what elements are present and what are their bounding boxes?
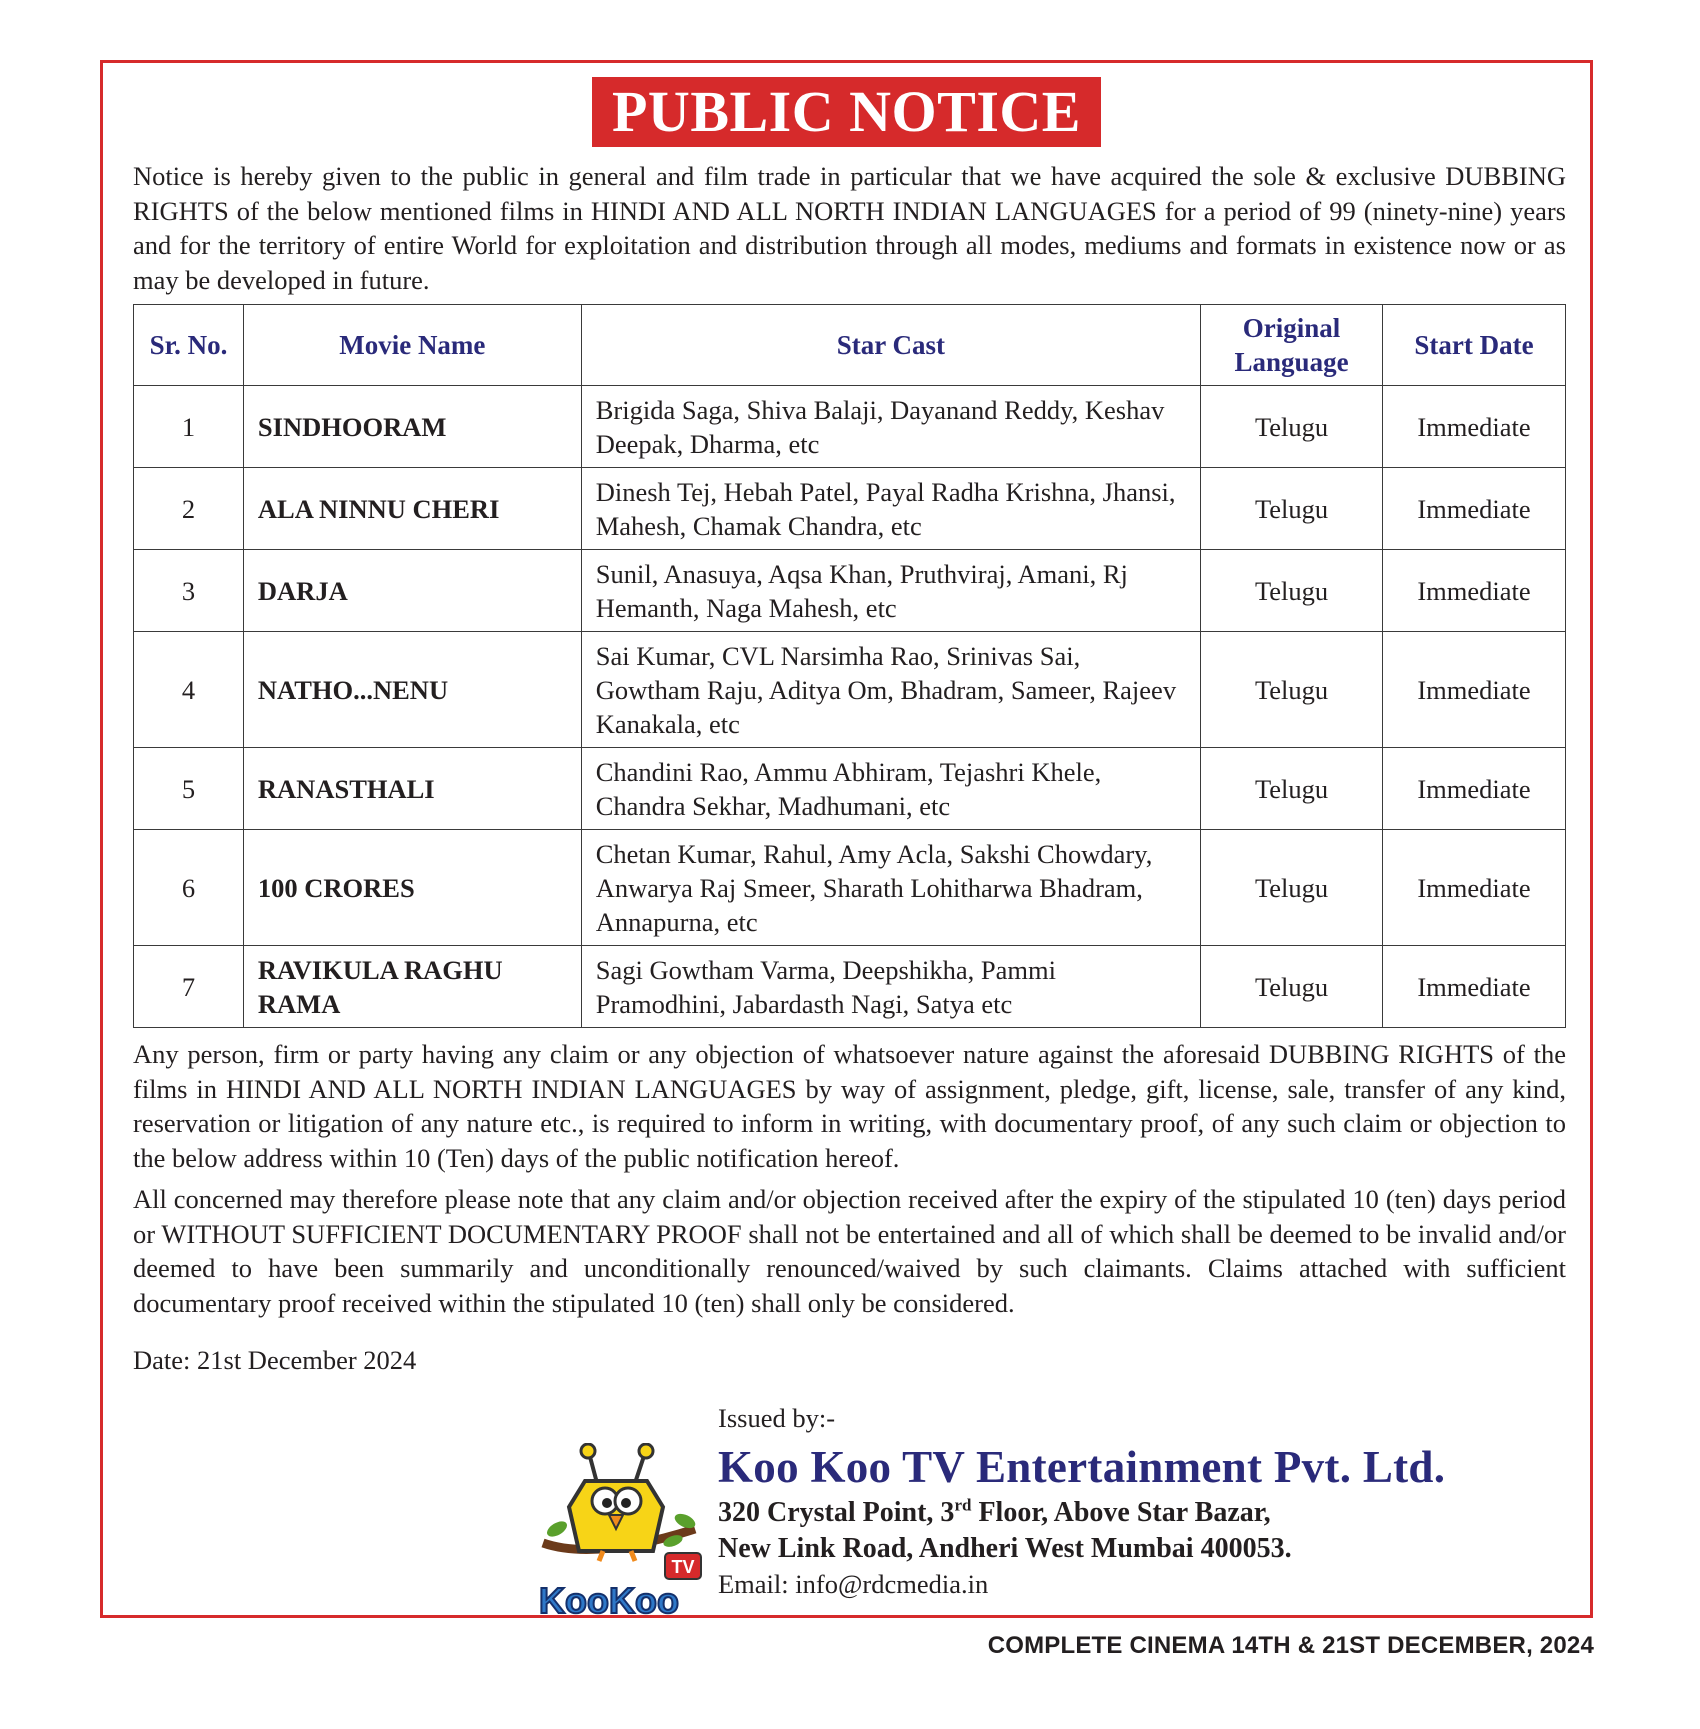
cell-start-date: Immediate (1383, 946, 1566, 1028)
concerned-paragraph: All concerned may therefore please note that any claim and/or objection received after the expiry of the stipulated 10 (ten) days period or WITHOUT SUFFICIENT DOCUMENTARY PROOF shall not be entertained and all of which shall be deemed to be invalid and/or deemed to have been summarily and unconditionally renounced/waived by such claimants. Claims attached with sufficient documentary proof received within the stipulated 10 (ten) shall only be considered. (133, 1184, 1566, 1318)
movies-table (133, 304, 1566, 1028)
cell-star-cast: Chetan Kumar, Rahul, Amy Acla, Sakshi Chowdary, Anwarya Raj Smeer, Sharath Lohitharwa Bhadram, Annapurna, etc (581, 830, 1200, 946)
cell-movie-name: DARJA (243, 550, 581, 632)
intro-paragraph: Notice is hereby given to the public in general and film trade in particular that we have acquired the sole & exclusive DUBBING RIGHTS of the below mentioned films in HINDI AND ALL NORTH INDIAN LANGUAGES for a period of 99 (ninety-nine) years and for the territory of entire World for exploitation and distribution through all modes, mediums and formats in existence now or as may be developed in future. (133, 161, 1566, 295)
table-row (134, 550, 1566, 632)
cell-star-cast: Sai Kumar, CVL Narsimha Rao, Srinivas Sai, Gowtham Raju, Aditya Om, Bhadram, Sameer, Rajeev Kanakala, etc (581, 632, 1200, 748)
header-movie-name: Movie Name (243, 305, 581, 386)
notice-frame (100, 60, 1593, 1621)
logo-tv-badge: TV (671, 1557, 695, 1577)
header-start-date: Start Date (1383, 305, 1566, 386)
address-line-1-rest: Floor, Above Star Bazar, (971, 1497, 1271, 1528)
kookoo-tv-logo (535, 1443, 705, 1623)
cell-language: Telugu (1201, 748, 1383, 830)
issuer-block (718, 1401, 1558, 1601)
cell-language: Telugu (1201, 550, 1383, 632)
table-row (134, 632, 1566, 748)
cell-start-date: Immediate (1383, 550, 1566, 632)
header-star-cast: Star Cast (581, 305, 1200, 386)
header-sr-no: Sr. No. (134, 305, 244, 386)
cell-language: Telugu (1201, 632, 1383, 748)
cell-movie-name: RAVIKULA RAGHU RAMA (243, 946, 581, 1028)
cell-movie-name: SINDHOORAM (243, 386, 581, 468)
notice-title: PUBLIC NOTICE (592, 77, 1101, 147)
contact-email: Email: info@rdcmedia.in (718, 1569, 989, 1599)
publication-footer: COMPLETE CINEMA 14TH & 21ST DECEMBER, 2024 (987, 1632, 1594, 1659)
cell-star-cast: Dinesh Tej, Hebah Patel, Payal Radha Krishna, Jhansi, Mahesh, Chamak Chandra, etc (581, 468, 1200, 550)
table-row (134, 468, 1566, 550)
objection-paragraph: Any person, firm or party having any claim or any objection of whatsoever nature against the aforesaid DUBBING RIGHTS of the films in HINDI AND ALL NORTH INDIAN LANGUAGES by way of assignment, pledge, gift, license, sale, transfer of any kind, reservation or litigation of any nature etc., is required to inform in writing, with documentary proof, of any such claim or objection to the below address within 10 (Ten) days of the public notification hereof. (133, 1039, 1566, 1173)
title-wrap (103, 77, 1590, 147)
cell-language: Telugu (1201, 830, 1383, 946)
issued-by-label: Issued by:- (718, 1403, 836, 1433)
table-row (134, 748, 1566, 830)
cell-star-cast: Sunil, Anasuya, Aqsa Khan, Pruthviraj, Amani, Rj Hemanth, Naga Mahesh, etc (581, 550, 1200, 632)
table-header-row (134, 305, 1566, 386)
header-original-language: Original Language (1201, 305, 1383, 386)
cell-language: Telugu (1201, 468, 1383, 550)
cell-language: Telugu (1201, 946, 1383, 1028)
cell-movie-name: 100 CRORES (243, 830, 581, 946)
address-line-1-text: 320 Crystal Point, 3 (718, 1497, 955, 1528)
cell-star-cast: Sagi Gowtham Varma, Deepshikha, Pammi Pramodhini, Jabardasth Nagi, Satya etc (581, 946, 1200, 1028)
cell-movie-name: ALA NINNU CHERI (243, 468, 581, 550)
address-line-1 (718, 1495, 1558, 1531)
cell-star-cast: Brigida Saga, Shiva Balaji, Dayanand Reddy, Keshav Deepak, Dharma, etc (581, 386, 1200, 468)
cell-sr: 7 (134, 946, 244, 1028)
address-line-2: New Link Road, Andheri West Mumbai 400053. (718, 1533, 1292, 1564)
logo-wordmark: KooKoo (539, 1580, 679, 1621)
table-row (134, 946, 1566, 1028)
table-row (134, 386, 1566, 468)
cell-start-date: Immediate (1383, 830, 1566, 946)
cell-start-date: Immediate (1383, 468, 1566, 550)
notice-date: Date: 21st December 2024 (133, 1345, 417, 1375)
cell-movie-name: RANASTHALI (243, 748, 581, 830)
cell-sr: 6 (134, 830, 244, 946)
company-name: Koo Koo TV Entertainment Pvt. Ltd. (718, 1442, 1446, 1492)
cell-sr: 4 (134, 632, 244, 748)
cell-start-date: Immediate (1383, 748, 1566, 830)
cell-start-date: Immediate (1383, 386, 1566, 468)
cell-movie-name: NATHO...NENU (243, 632, 581, 748)
cell-sr: 2 (134, 468, 244, 550)
cell-sr: 5 (134, 748, 244, 830)
address-floor-suffix: rd (954, 1495, 972, 1515)
cell-star-cast: Chandini Rao, Ammu Abhiram, Tejashri Khele, Chandra Sekhar, Madhumani, etc (581, 748, 1200, 830)
cell-language: Telugu (1201, 386, 1383, 468)
cell-sr: 1 (134, 386, 244, 468)
table-row (134, 830, 1566, 946)
cell-sr: 3 (134, 550, 244, 632)
cell-start-date: Immediate (1383, 632, 1566, 748)
